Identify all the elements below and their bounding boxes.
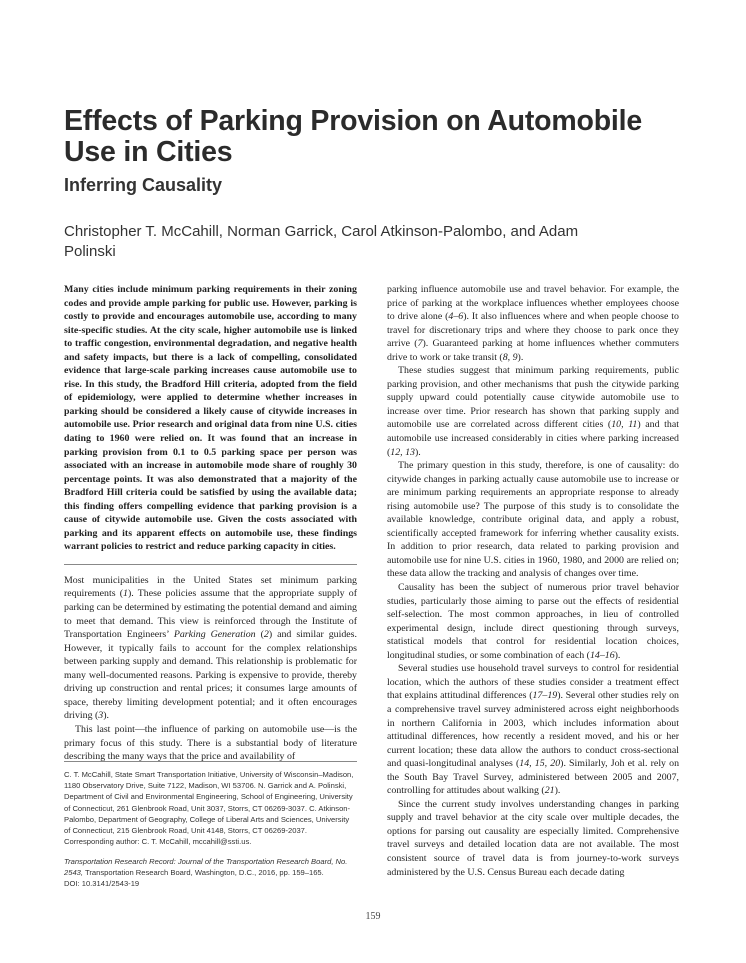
doi: DOI: 10.3141/2543-19 bbox=[64, 879, 140, 889]
ref-citation: 12, 13 bbox=[390, 446, 415, 458]
intro-paragraph-1: Most municipalities in the United States set minimum parking requirements (1). These policies assume that the appropriate supply of parking can be determined by estimating the potential demand and aiming to meet that demand. This view is reinforced through the Institute of Transportation Engineers’ Parking Generation (2) and similar guides. However, it typically fails to account for the complex relationships between parking supply and demand. This relationship is problematic for many well-documented reasons. Parking is expensive to provide, thereby driving up construction and rental prices; it consumes large amounts of space, thereby limiting development potential; and it often encourages driving (3). bbox=[64, 574, 357, 722]
ref-citation: 14–16 bbox=[589, 649, 615, 661]
abstract: Many cities include minimum parking requirements in their zoning codes and provide ample parking for public use. However, parking is costly to provide and encourages automobile use, according to many site-specific studies. At the city scale, higher automobile use is linked to traffic congestion, environmental degradation, and negative health and safety impacts, but there is a lack of compelling, consolidated evidence that large-scale parking increases cause automobile use to rise. In this study, the Bradford Hill criteria, adopted from the field of epidemiology, were applied to determine whether increases in parking should be considered a likely cause of citywide increases in automobile use. Prior research and original data from nine U.S. cities dating to 1960 were relied on. It was found that an increase in parking provision from 0.1 to 0.5 parking space per person was associated with an increase in automobile mode share of roughly 30 percentage points. It was also demonstrated that a majority of the Bradford Hill criteria could be satisfied by using the available data; this finding offers compelling evidence that parking provision is a cause of citywide automobile use. Given the costs associated with parking and its apparent effects on automobile use, these findings warrant policies to restrict and reduce parking capacity in cities. bbox=[64, 284, 357, 553]
ref-citation: 14, 15, 20 bbox=[519, 758, 561, 770]
journal-citation: Transportation Research Record: Journal of the Transportation Research Board, No. 2543, Transportation Research Board, Washington, D.C., 2016, pp. 159–165. DOI: 10.3141/2543-19 bbox=[64, 857, 348, 889]
body-paragraph-2: These studies suggest that minimum parking requirements, public parking provision, and other mechanisms that push the citywide parking supply upward could potentially cause citywide automobile use to increase over time. Prior research has shown that parking supply and automobile use are correlated across different cities (10, 11) and that automobile use increased considerably in cities where parking increased (12, 13). bbox=[387, 365, 679, 458]
book-title: Parking Generation bbox=[173, 629, 256, 641]
author-list: Christopher T. McCahill, Norman Garrick, Carol Atkinson-Palombo, and Adam Polinski bbox=[64, 223, 579, 260]
body-paragraph-4: Causality has been the subject of numerous prior travel behavior studies, particularly those aiming to parse out the effects of residential self-selection. The most common approaches, in lieu of controlled experimental design, include direct questioning through surveys, statistical models that control for residential location choices, longitudinal studies, or some combination of each (14–16). bbox=[387, 582, 679, 661]
author-affiliations: C. T. McCahill, State Smart Transportation Initiative, University of Wisconsin–Madison, 1180 Observatory Drive, Suite 7122, Madison, WI 53706. N. Garrick and A. Polinski, Department of Civil and Environmental Engineering, School of Engineering, University of Connecticut, 261 Glenbrook Road, Unit 3037, Storrs, CT 06269-3037. C. Atkinson-Palombo, Department of Geography, College of Liberal Arts and Sciences, University of Connecticut, 215 Glenbrook Road, Unit 4148, Storrs, CT 06269-2037. Corresponding author: C. T. McCahill, mccahill@ssti.us. bbox=[64, 770, 354, 847]
ref-citation: 1 bbox=[123, 588, 128, 600]
ref-citation: 2 bbox=[263, 629, 269, 641]
body-paragraph-3: The primary question in this study, therefore, is one of causality: do citywide changes in parking actually cause automobile use to increase or are minimum parking requirements an appropriate response to already rising automobile use? The purpose of this study is to consolidate the available knowledge, contribute original data, and apply a robust, scientifically accepted framework for inferring whether causality exists. In addition to prior research, data related to parking provision and automobile use for nine U.S. cities in 1960, 1980, and 2000 are relied on; these data allow the tracking and analysis of changes over time. bbox=[387, 460, 679, 580]
right-column bbox=[387, 283, 679, 879]
ref-citation: 17–19 bbox=[532, 690, 558, 702]
ref-citation: 10, 11 bbox=[611, 419, 638, 431]
ref-citation: 8, 9 bbox=[502, 351, 518, 363]
intro-paragraph-2: This last point—the influence of parking on automobile use—is the primary focus of this study. There is a substantial body of literature describing the many ways that the price and availability of bbox=[64, 723, 357, 763]
ref-citation: 4–6 bbox=[448, 311, 464, 323]
body-paragraph-6: Since the current study involves understanding changes in parking supply and travel behavior at the city scale over multiple decades, the options for parsing out causality are especially limited. Comprehensive travel surveys and detailed location data are not available. The most consistent source of travel data is from journey-to-work surveys administered by the U.S. Census Bureau each decade dating bbox=[387, 798, 679, 878]
abstract-divider bbox=[64, 564, 357, 565]
body-paragraph-5: Several studies use household travel surveys to control for residential location, which the authors of these studies consider a treatment effect that explains attitudinal differences (17–19). Several other studies rely on a comprehensive travel survey administered across eight neighborhoods in northern California in 2003, which includes information about attitudinal differences, how recently a resident moved, and his or her current location; these data allow the authors to conduct cross-sectional and quasi-longitudinal analyses (14, 15, 20). Similarly, Joh et al. rely on the South Bay Travel Survey, administered between 2005 and 2007, controlling for attitudes about walking (21). bbox=[387, 663, 680, 797]
footnote-divider bbox=[64, 761, 357, 762]
ref-citation: 21 bbox=[544, 785, 555, 797]
body-paragraph-1: parking influence automobile use and travel behavior. For example, the price of parking at the workplace influences whether employees choose to drive alone (4–6). It also influences where and when people choose to travel for discretionary trips and where they choose to park once they arrive (7). Guaranteed parking at home influences whether commuters drive to work or take transit (8, 9). bbox=[387, 284, 679, 363]
journal-name: Transportation Research Record: Journal of the Transportation Research Board, No. 2543, bbox=[64, 857, 348, 878]
ref-citation: 7 bbox=[417, 338, 423, 350]
paper-subtitle: Inferring Causality bbox=[64, 175, 223, 195]
paper-title: Effects of Parking Provision on Automobile Use in Cities bbox=[64, 105, 643, 168]
left-column bbox=[64, 283, 357, 764]
ref-citation: 3 bbox=[98, 710, 104, 722]
page-number: 159 bbox=[365, 911, 381, 922]
